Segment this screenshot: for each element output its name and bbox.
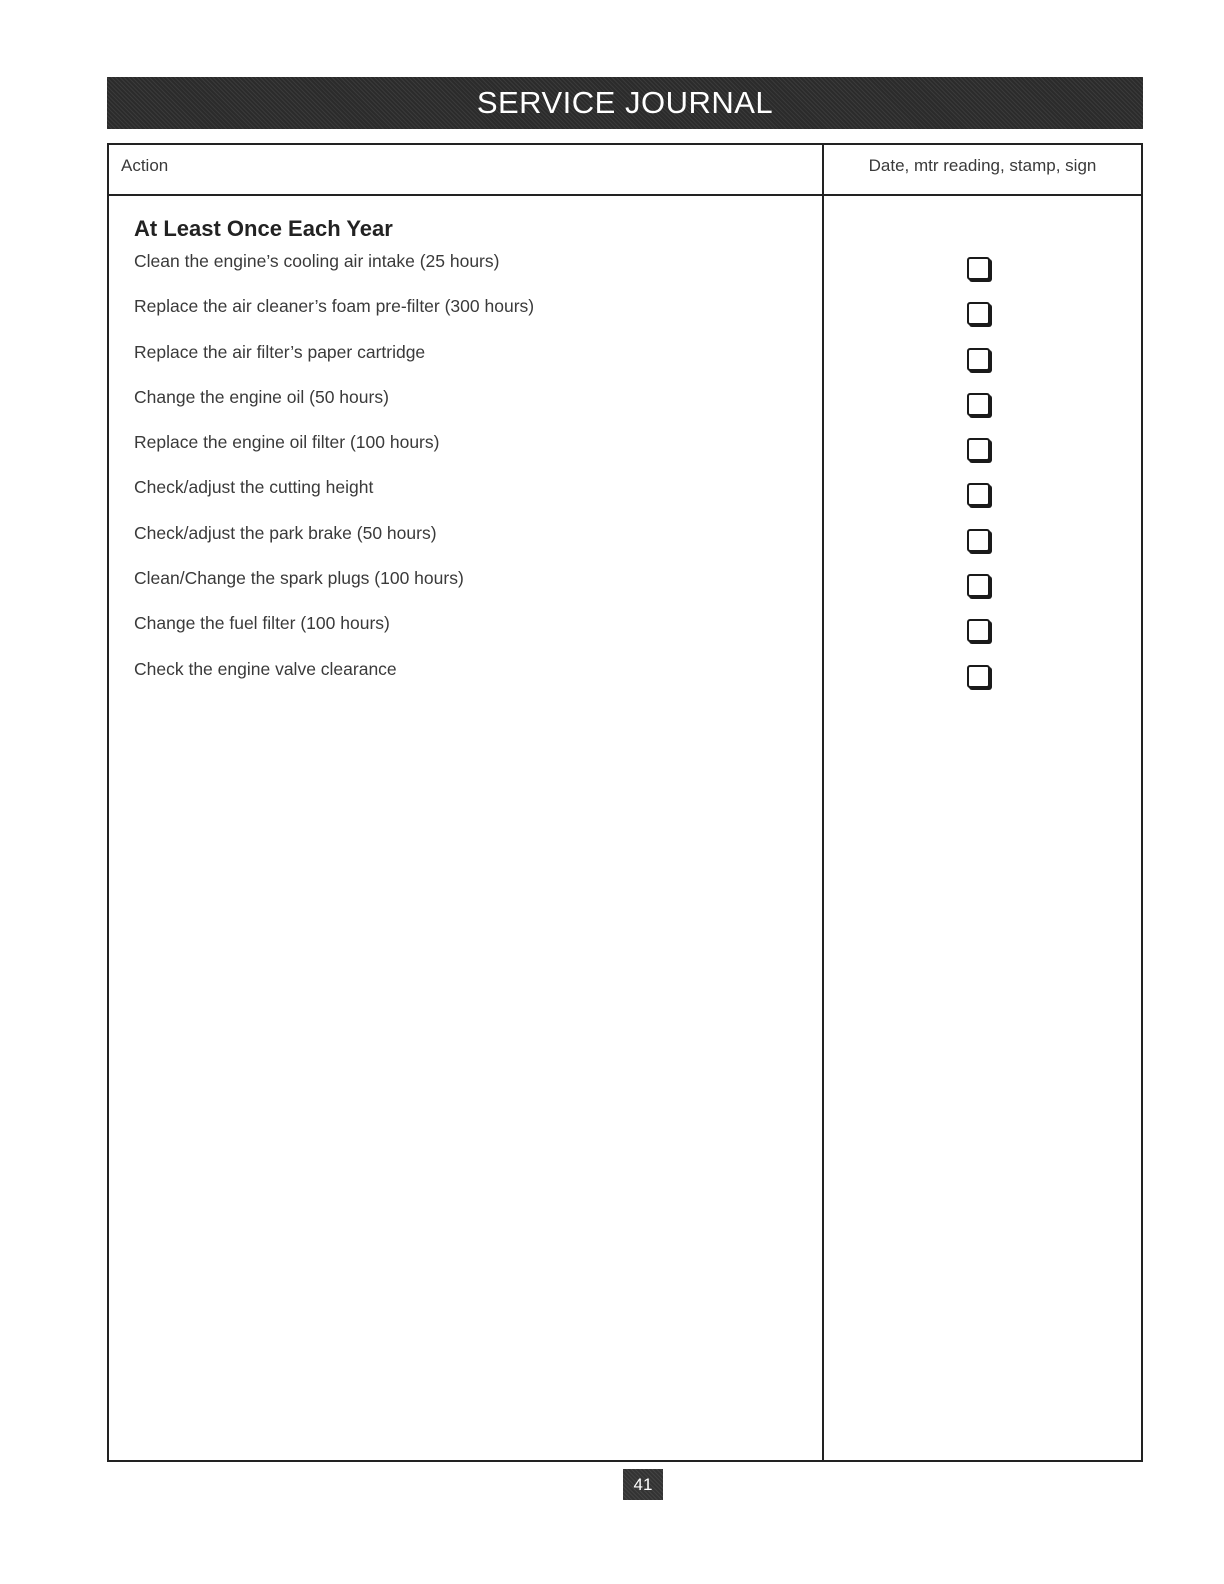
task-checkbox[interactable]: [967, 665, 990, 688]
checkbox-list: [967, 257, 990, 710]
task-item: Clean the engine’s cooling air intake (25 hours): [134, 251, 500, 271]
action-column-header: Action: [121, 156, 169, 175]
task-item: Check the engine valve clearance: [134, 658, 397, 679]
header-divider: [109, 194, 1141, 196]
task-checkbox[interactable]: [967, 619, 990, 642]
task-item: Check/adjust the park brake (50 hours): [134, 522, 437, 543]
task-item: Replace the engine oil filter (100 hours): [134, 432, 440, 453]
task-item: Replace the air cleaner’s foam pre-filter (300 hours): [134, 296, 535, 317]
task-checkbox[interactable]: [967, 302, 990, 325]
task-checkbox[interactable]: [967, 393, 990, 416]
page-title: SERVICE JOURNAL: [476, 85, 774, 120]
title-banner: [107, 77, 1143, 129]
task-item: Change the engine oil (50 hours): [134, 386, 389, 407]
task-checkbox[interactable]: [967, 574, 990, 597]
task-list: [134, 250, 534, 703]
task-item: Check/adjust the cutting height: [134, 477, 374, 498]
service-journal-table: [107, 143, 1143, 1462]
task-item: Change the fuel filter (100 hours): [134, 613, 390, 634]
task-item: Replace the air filter’s paper cartridge: [134, 341, 426, 362]
task-checkbox[interactable]: [967, 483, 990, 506]
task-item: Clean/Change the spark plugs (100 hours): [134, 568, 464, 589]
column-divider: [822, 145, 824, 1460]
task-checkbox[interactable]: [967, 257, 990, 280]
page-number: 41: [623, 1469, 663, 1500]
task-checkbox[interactable]: [967, 438, 990, 461]
section-title: At Least Once Each Year: [134, 216, 393, 241]
date-column-header: Date, mtr reading, stamp, sign: [868, 156, 1097, 175]
task-checkbox[interactable]: [967, 529, 990, 552]
task-checkbox[interactable]: [967, 348, 990, 371]
